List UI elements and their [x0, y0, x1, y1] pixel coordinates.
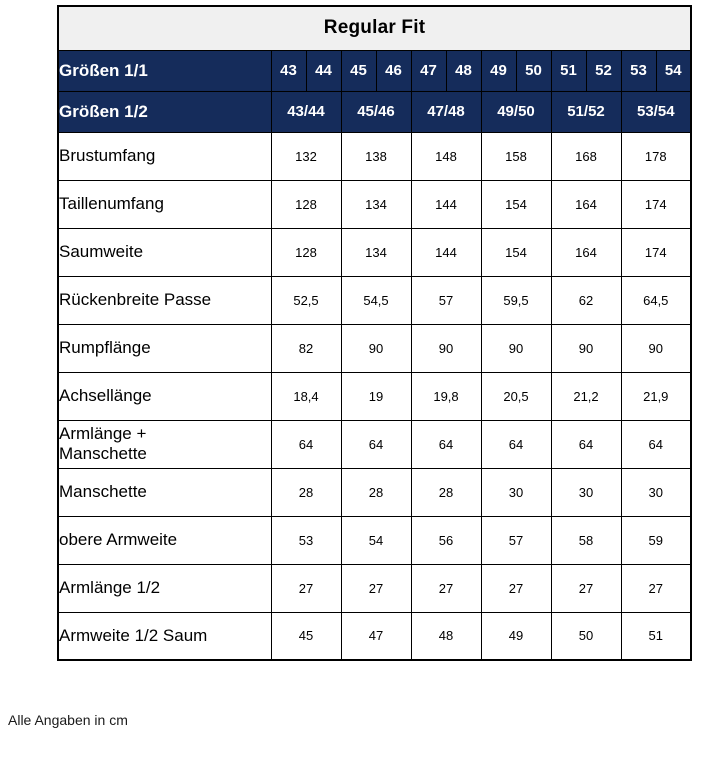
row-value-cell: 18,4 — [271, 372, 341, 420]
row-value-cell: 28 — [411, 468, 481, 516]
table-title: Regular Fit — [58, 6, 691, 50]
row-value-cell: 144 — [411, 228, 481, 276]
table-row — [58, 612, 691, 660]
row-value-cell: 174 — [621, 180, 691, 228]
row-value-cell: 28 — [271, 468, 341, 516]
row-value-cell: 138 — [341, 132, 411, 180]
header-size-1-1-cell: 50 — [516, 50, 551, 91]
row-value-cell: 82 — [271, 324, 341, 372]
row-label: Saumweite — [58, 228, 271, 276]
header-label-sizes-1-2: Größen 1/2 — [58, 91, 271, 132]
row-value-cell: 64,5 — [621, 276, 691, 324]
row-value-cell: 57 — [411, 276, 481, 324]
row-value-cell: 64 — [551, 420, 621, 468]
row-value-cell: 62 — [551, 276, 621, 324]
row-label: Achsellänge — [58, 372, 271, 420]
row-value-cell: 134 — [341, 228, 411, 276]
table-row — [58, 276, 691, 324]
header-size-1-1-cell: 51 — [551, 50, 586, 91]
row-value-cell: 64 — [481, 420, 551, 468]
row-value-cell: 19,8 — [411, 372, 481, 420]
row-value-cell: 128 — [271, 180, 341, 228]
row-value-cell: 174 — [621, 228, 691, 276]
row-value-cell: 144 — [411, 180, 481, 228]
row-value-cell: 90 — [551, 324, 621, 372]
header-size-1-2-cell: 45/46 — [341, 91, 411, 132]
row-value-cell: 90 — [481, 324, 551, 372]
row-value-cell: 21,2 — [551, 372, 621, 420]
table-row — [58, 468, 691, 516]
row-value-cell: 27 — [481, 564, 551, 612]
row-label: Manschette — [58, 468, 271, 516]
row-value-cell: 27 — [341, 564, 411, 612]
row-label: Armlänge + Manschette — [58, 420, 271, 468]
row-label: Brustumfang — [58, 132, 271, 180]
row-value-cell: 21,9 — [621, 372, 691, 420]
row-value-cell: 64 — [271, 420, 341, 468]
row-label: Rückenbreite Passe — [58, 276, 271, 324]
row-value-cell: 64 — [621, 420, 691, 468]
header-size-1-1-cell: 54 — [656, 50, 691, 91]
row-value-cell: 90 — [341, 324, 411, 372]
table-title-row — [58, 6, 691, 50]
table-row — [58, 372, 691, 420]
table-row — [58, 564, 691, 612]
size-chart-container — [57, 5, 692, 661]
header-label-sizes-1-1: Größen 1/1 — [58, 50, 271, 91]
row-value-cell: 128 — [271, 228, 341, 276]
header-row-sizes-1-2 — [58, 91, 691, 132]
header-size-1-2-cell: 47/48 — [411, 91, 481, 132]
table-row — [58, 420, 691, 468]
header-row-sizes-1-1 — [58, 50, 691, 91]
row-value-cell: 52,5 — [271, 276, 341, 324]
header-size-1-1-cell: 52 — [586, 50, 621, 91]
row-value-cell: 64 — [411, 420, 481, 468]
header-size-1-1-cell: 48 — [446, 50, 481, 91]
row-value-cell: 164 — [551, 228, 621, 276]
row-value-cell: 154 — [481, 228, 551, 276]
table-row — [58, 180, 691, 228]
header-size-1-1-cell: 53 — [621, 50, 656, 91]
row-value-cell: 20,5 — [481, 372, 551, 420]
row-value-cell: 27 — [621, 564, 691, 612]
row-value-cell: 54 — [341, 516, 411, 564]
size-chart-table — [57, 5, 692, 661]
row-value-cell: 50 — [551, 612, 621, 660]
row-value-cell: 28 — [341, 468, 411, 516]
row-label: Rumpflänge — [58, 324, 271, 372]
row-value-cell: 154 — [481, 180, 551, 228]
table-row — [58, 516, 691, 564]
row-label: obere Armweite — [58, 516, 271, 564]
row-value-cell: 90 — [621, 324, 691, 372]
row-value-cell: 64 — [341, 420, 411, 468]
header-size-1-1-cell: 47 — [411, 50, 446, 91]
row-value-cell: 56 — [411, 516, 481, 564]
row-value-cell: 164 — [551, 180, 621, 228]
row-value-cell: 27 — [271, 564, 341, 612]
row-value-cell: 30 — [481, 468, 551, 516]
row-value-cell: 27 — [551, 564, 621, 612]
row-value-cell: 59,5 — [481, 276, 551, 324]
header-size-1-1-cell: 45 — [341, 50, 376, 91]
header-size-1-1-cell: 49 — [481, 50, 516, 91]
row-value-cell: 51 — [621, 612, 691, 660]
table-row — [58, 228, 691, 276]
header-size-1-1-cell: 46 — [376, 50, 411, 91]
header-size-1-1-cell: 44 — [306, 50, 341, 91]
row-value-cell: 57 — [481, 516, 551, 564]
row-value-cell: 158 — [481, 132, 551, 180]
row-value-cell: 19 — [341, 372, 411, 420]
row-value-cell: 59 — [621, 516, 691, 564]
row-value-cell: 45 — [271, 612, 341, 660]
row-value-cell: 58 — [551, 516, 621, 564]
header-size-1-1-cell: 43 — [271, 50, 306, 91]
row-value-cell: 54,5 — [341, 276, 411, 324]
table-row — [58, 132, 691, 180]
header-size-1-2-cell: 43/44 — [271, 91, 341, 132]
row-label: Armweite 1/2 Saum — [58, 612, 271, 660]
table-row — [58, 324, 691, 372]
row-value-cell: 30 — [551, 468, 621, 516]
row-value-cell: 27 — [411, 564, 481, 612]
header-size-1-2-cell: 51/52 — [551, 91, 621, 132]
row-value-cell: 30 — [621, 468, 691, 516]
row-value-cell: 132 — [271, 132, 341, 180]
header-size-1-2-cell: 53/54 — [621, 91, 691, 132]
row-value-cell: 168 — [551, 132, 621, 180]
header-size-1-2-cell: 49/50 — [481, 91, 551, 132]
row-value-cell: 90 — [411, 324, 481, 372]
row-value-cell: 178 — [621, 132, 691, 180]
row-label: Armlänge 1/2 — [58, 564, 271, 612]
row-value-cell: 148 — [411, 132, 481, 180]
row-value-cell: 48 — [411, 612, 481, 660]
row-label: Taillenumfang — [58, 180, 271, 228]
row-value-cell: 53 — [271, 516, 341, 564]
footer-note: Alle Angaben in cm — [8, 712, 128, 728]
row-value-cell: 134 — [341, 180, 411, 228]
row-value-cell: 47 — [341, 612, 411, 660]
row-value-cell: 49 — [481, 612, 551, 660]
